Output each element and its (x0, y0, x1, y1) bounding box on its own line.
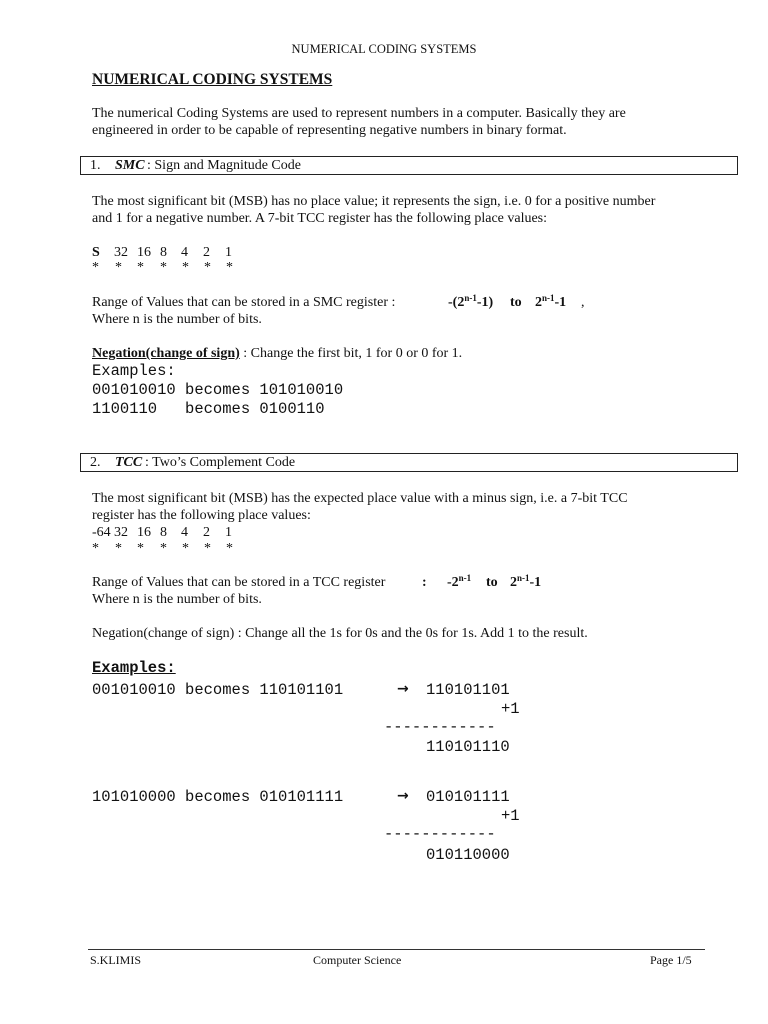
smc-examples-label: Examples: (92, 362, 176, 380)
tcc-range-colon: : (422, 575, 427, 590)
smc-stars (92, 259, 292, 276)
range-high-exp: n-1 (517, 573, 530, 583)
star: * (115, 260, 122, 275)
place-value: 8 (160, 525, 167, 540)
smc-range (92, 294, 732, 311)
range-high-tail: -1 (554, 295, 567, 310)
smc-range-low (448, 294, 493, 311)
tcc-negation: Negation(change of sign) : Change all the 1s for 0s and the 0s for 1s. Add 1 to the result. (92, 626, 588, 641)
tcc-example-2-value: 010101111 (426, 788, 510, 806)
star: * (182, 260, 189, 275)
tcc-range-low (447, 574, 471, 591)
negation-label: Negation(change of sign) (92, 346, 240, 361)
place-value: 4 (181, 525, 188, 540)
range-high-exp: n-1 (542, 293, 555, 303)
place-value: S (92, 245, 100, 260)
range-low-base: -2 (447, 575, 459, 590)
star: * (226, 541, 233, 556)
section-number: 2. (90, 455, 101, 470)
right-arrow-icon: → (397, 681, 409, 697)
star: * (92, 541, 99, 556)
place-value: 16 (137, 245, 151, 260)
section-abbr: TCC (115, 455, 143, 470)
tcc-stars (92, 540, 292, 557)
right-arrow-icon: → (397, 788, 409, 804)
range-high-base: 2 (510, 575, 517, 590)
tcc-example-2-result: 010110000 (426, 846, 510, 864)
star: * (204, 541, 211, 556)
tcc-examples-label: Examples: (92, 659, 176, 677)
footer-page-number: Page 1/5 (650, 953, 692, 967)
range-low-tail: -1) (476, 295, 494, 310)
smc-desc-line-2: and 1 for a negative number. A 7-bit TCC register has the following place values: (92, 211, 548, 226)
smc-range-high (535, 294, 566, 311)
place-value: 4 (181, 245, 188, 260)
tcc-place-values (92, 524, 292, 541)
star: * (137, 260, 144, 275)
place-value: 1 (225, 525, 232, 540)
smc-example-1: 001010010 becomes 101010010 (92, 381, 344, 399)
intro-line-2: engineered in order to be capable of representing negative numbers in binary format. (92, 123, 567, 138)
smc-example-2: 1100110 becomes 0100110 (92, 400, 325, 418)
star: * (182, 541, 189, 556)
place-value: 2 (203, 525, 210, 540)
star: * (226, 260, 233, 275)
place-value: 2 (203, 245, 210, 260)
smc-range-to: to (510, 295, 522, 310)
tcc-example-1-rule: ------------ (384, 718, 496, 736)
tcc-range (92, 574, 732, 591)
smc-description (92, 193, 655, 227)
tcc-example-2-plus: +1 (501, 807, 520, 825)
smc-range-label: Range of Values that can be stored in a SMC register : (92, 295, 396, 310)
range-low-base: -(2 (448, 295, 465, 310)
range-high-base: 2 (535, 295, 542, 310)
tcc-desc-line-1: The most significant bit (MSB) has the expected place value with a minus sign, i.e. a 7-bit TCC (92, 491, 628, 506)
place-value: 32 (114, 245, 128, 260)
smc-range-comma: , (581, 295, 585, 310)
running-header: NUMERICAL CODING SYSTEMS (291, 42, 477, 56)
tcc-range-to: to (486, 575, 498, 590)
place-value: 8 (160, 245, 167, 260)
negation-text: : Change the first bit, 1 for 0 or 0 for 1. (239, 346, 463, 361)
footer-subject: Computer Science (313, 953, 402, 967)
range-low-exp: n-1 (458, 573, 472, 583)
star: * (92, 260, 99, 275)
tcc-example-1-plus: +1 (501, 700, 520, 718)
section-number: 1. (90, 158, 101, 173)
section-title: : Two’s Complement Code (145, 455, 296, 470)
tcc-where: Where n is the number of bits. (92, 592, 262, 607)
smc-desc-line-1: The most significant bit (MSB) has no place value; it represents the sign, i.e. 0 for a positive number (92, 194, 656, 209)
range-high-tail: -1 (529, 575, 542, 590)
tcc-example-2-statement: 101010000 becomes 010101111 (92, 788, 344, 806)
smc-where: Where n is the number of bits. (92, 312, 262, 327)
star: * (160, 541, 167, 556)
smc-negation (92, 345, 462, 362)
tcc-range-high (510, 574, 541, 591)
page-title: NUMERICAL CODING SYSTEMS (92, 71, 333, 88)
intro-line-1: The numerical Coding Systems are used to represent numbers in a computer. Basically they are (92, 106, 626, 121)
footer-author: S.KLIMIS (90, 953, 142, 967)
place-value: -64 (92, 525, 111, 540)
tcc-desc-line-2: register has the following place values: (92, 508, 311, 523)
section-title: : Sign and Magnitude Code (147, 158, 301, 173)
place-value: 1 (225, 245, 232, 260)
footer-divider (88, 949, 705, 950)
section-smc-header (80, 156, 738, 175)
place-value: 32 (114, 525, 128, 540)
section-abbr: SMC (115, 158, 145, 173)
tcc-example-1-statement: 001010010 becomes 110101101 (92, 681, 344, 699)
tcc-example-2-rule: ------------ (384, 825, 496, 843)
star: * (137, 541, 144, 556)
tcc-example-1-value: 110101101 (426, 681, 510, 699)
place-value: 16 (137, 525, 151, 540)
intro-paragraph (92, 105, 626, 139)
tcc-example-1-result: 110101110 (426, 738, 510, 756)
tcc-range-label: Range of Values that can be stored in a TCC register (92, 575, 386, 590)
tcc-description (92, 490, 628, 524)
star: * (115, 541, 122, 556)
section-tcc-header (80, 453, 738, 472)
star: * (204, 260, 211, 275)
range-low-exp: n-1 (464, 293, 477, 303)
star: * (160, 260, 167, 275)
